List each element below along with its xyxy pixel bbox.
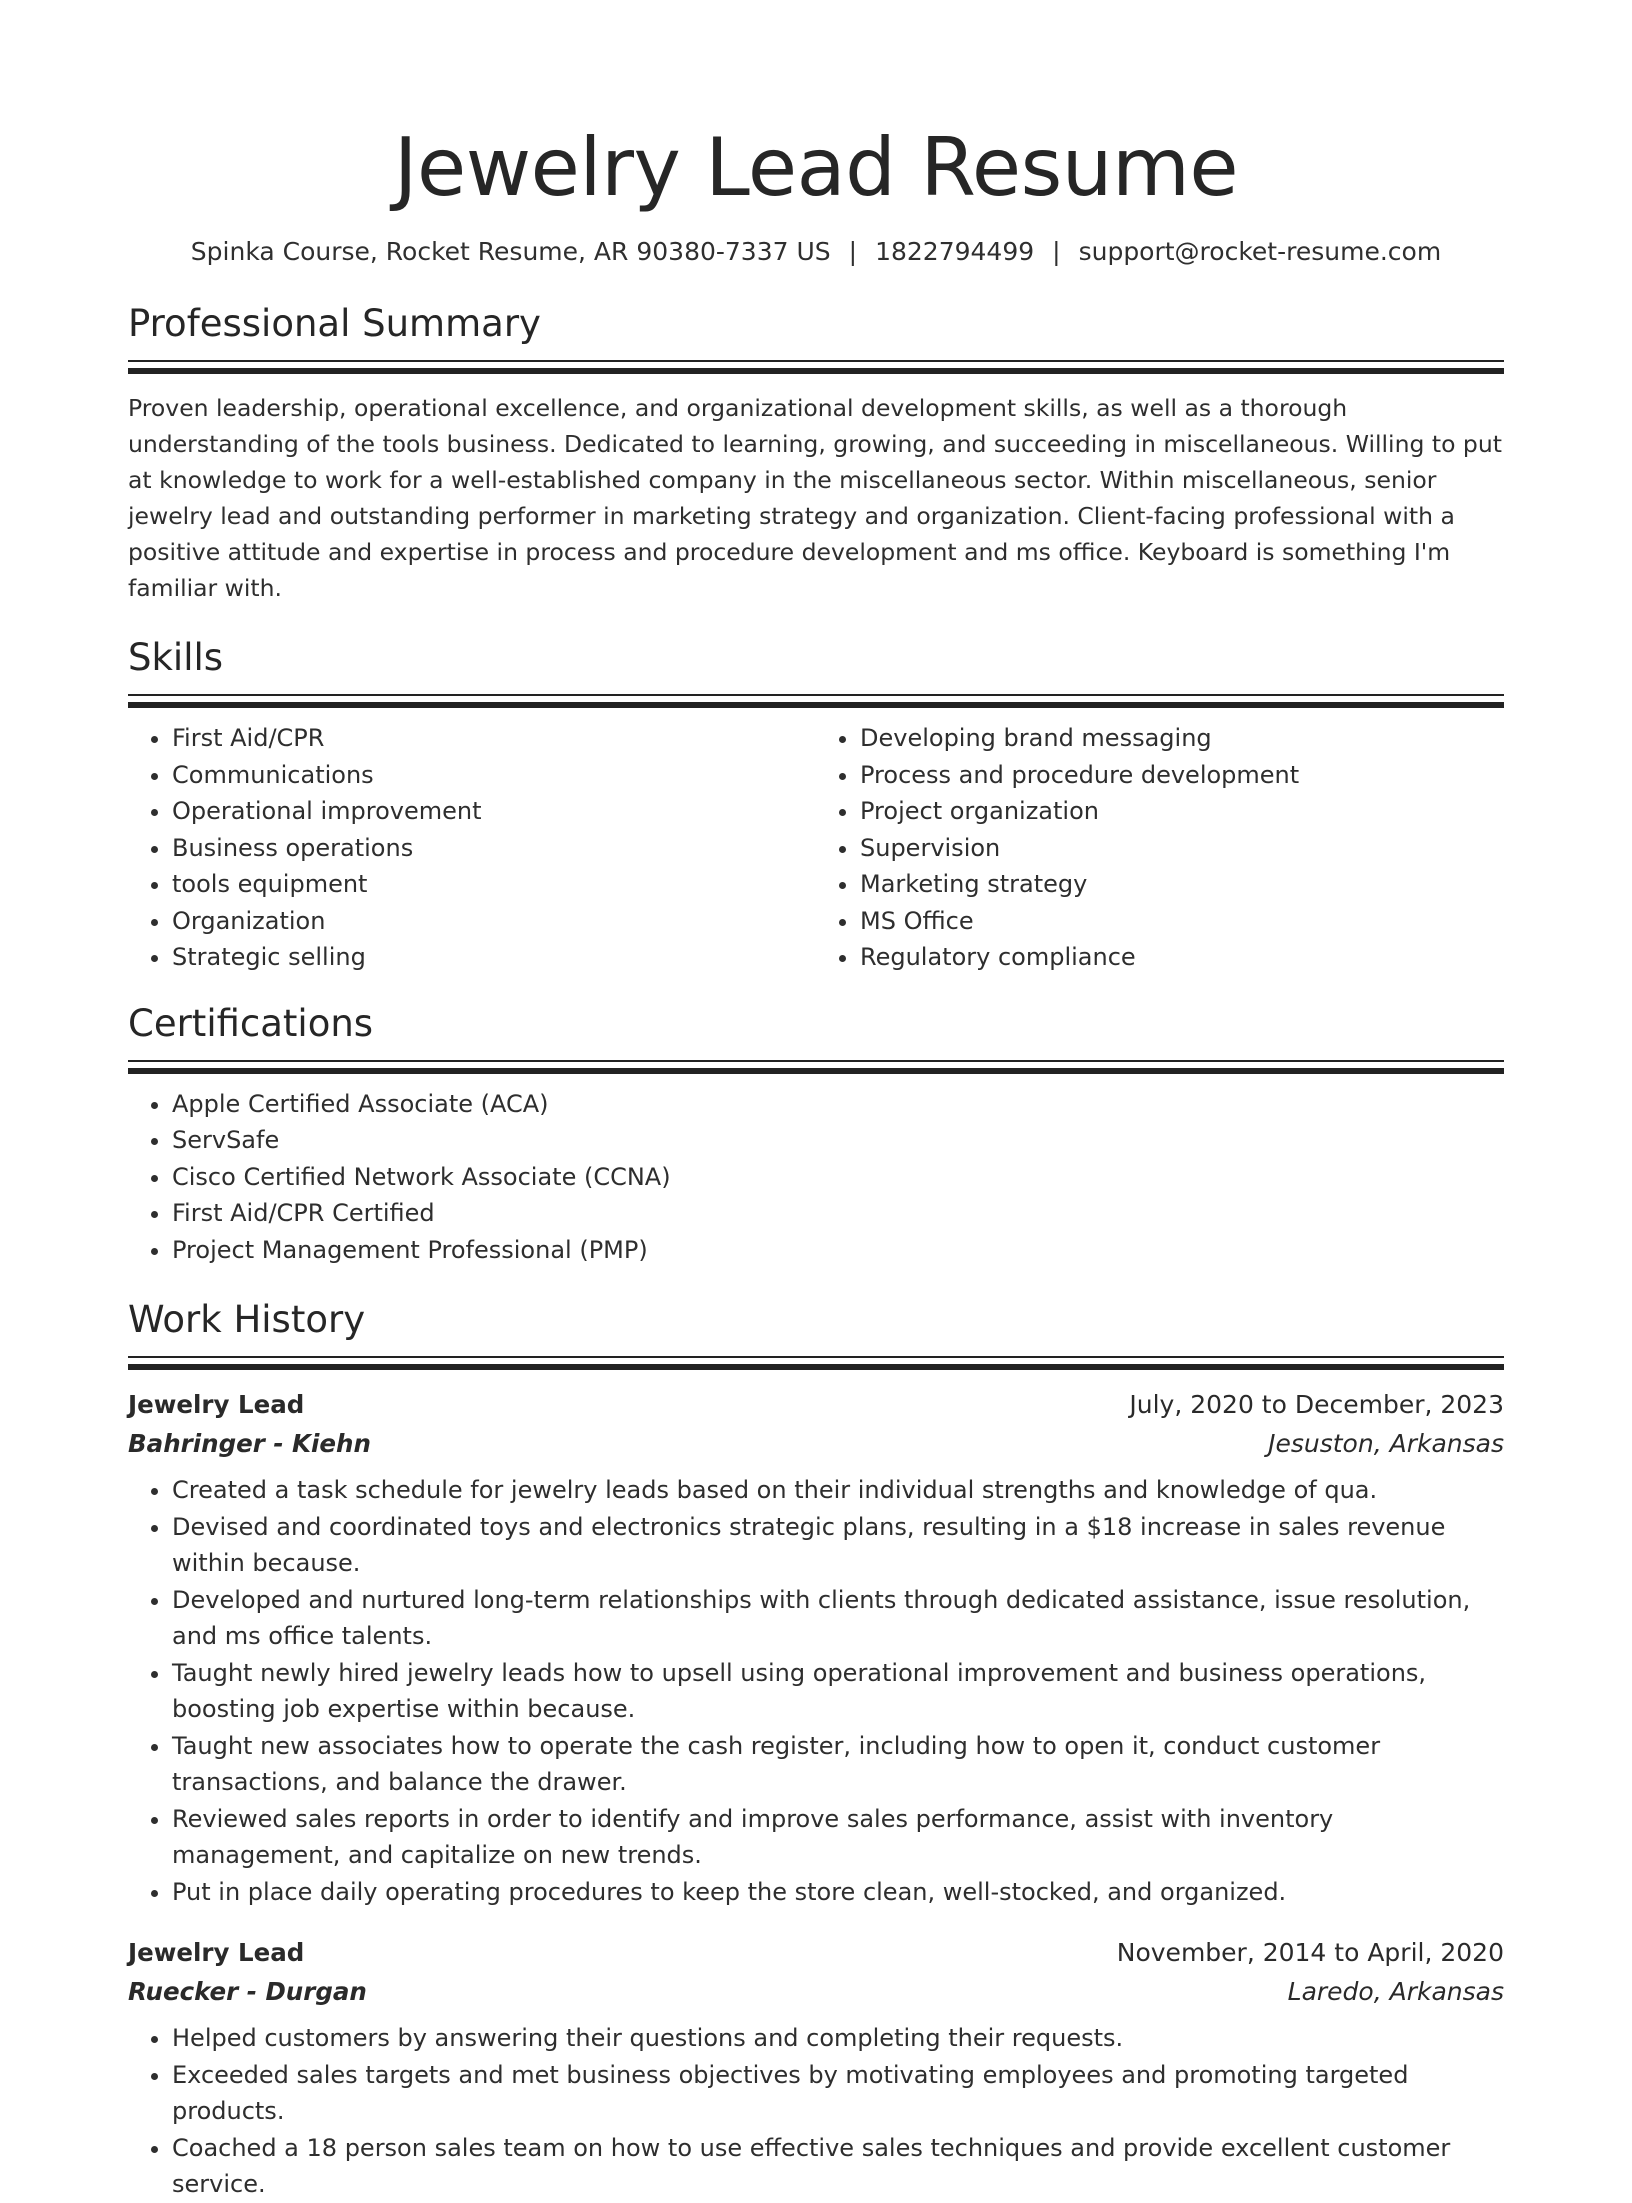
job-entry (128, 1386, 1504, 1910)
section-heading-work-history: Work History (128, 1298, 366, 1341)
job-title: Jewelry Lead (128, 1390, 305, 1419)
contact-separator: | (1052, 237, 1061, 266)
job-bullet: • Put in place daily operating procedures to keep the store clean, well-stocked, and organized. (172, 1874, 1504, 1911)
job-bullet: • Devised and coordinated toys and electronics strategic plans, resulting in a $18 increase in sales revenue within because. (172, 1509, 1504, 1582)
section-divider (128, 694, 1504, 708)
section-heading-skills: Skills (128, 636, 224, 679)
work-history-section (128, 1298, 1504, 2203)
certification-item: • First Aid/CPR Certified (172, 1195, 1504, 1232)
job-subheader (128, 1972, 1504, 2012)
skill-item: • MS Office (860, 903, 1504, 940)
job-dates: July, 2020 to December, 2023 (1129, 1390, 1504, 1419)
contact-address: Spinka Course, Rocket Resume, AR 90380-7337 US (190, 237, 831, 266)
section-divider (128, 360, 1504, 374)
resume-page (128, 0, 1504, 2203)
job-location: Jesuston, Arkansas (1268, 1429, 1504, 1458)
skill-item: • Supervision (860, 830, 1504, 867)
job-bullet: • Exceeded sales targets and met business objectives by motivating employees and promoting targeted products. (172, 2057, 1504, 2130)
summary-text: Proven leadership, operational excellence, and organizational development skills, as well as a thorough understanding of the tools business. Dedicated to learning, growing, and succeeding in miscellaneous. Willing to put at knowledge to work for a well-established company in the miscellaneous sector. Within miscellaneous, senior jewelry lead and outstanding performer in marketing strategy and organization. Client-facing professional with a positive attitude and expertise in process and procedure development and ms office. Keyboard is something I'm familiar with. (128, 394, 1502, 602)
job-header (128, 1386, 1504, 1424)
certification-item: • Project Management Professional (PMP) (172, 1232, 1504, 1269)
skill-item: • Developing brand messaging (860, 720, 1504, 757)
skill-item: • Communications (172, 757, 816, 794)
skill-item: • Business operations (172, 830, 816, 867)
summary-section (128, 302, 1504, 606)
job-bullet-list (128, 2020, 1504, 2203)
contact-phone: 1822794499 (875, 237, 1035, 266)
certifications-section (128, 1002, 1504, 1269)
job-bullet: • Developed and nurtured long-term relationships with clients through dedicated assistance, issue resolution, and ms office talents. (172, 1582, 1504, 1655)
certification-item: • Apple Certified Associate (ACA) (172, 1086, 1504, 1123)
section-divider (128, 1356, 1504, 1370)
job-company: Bahringer - Kiehn (128, 1429, 371, 1458)
job-location: Laredo, Arkansas (1287, 1977, 1504, 2006)
skills-columns (128, 720, 1504, 976)
job-dates: November, 2014 to April, 2020 (1116, 1938, 1504, 1967)
job-entry (128, 1934, 1504, 2203)
job-bullet: • Reviewed sales reports in order to identify and improve sales performance, assist with inventory management, and capitalize on new trends. (172, 1801, 1504, 1874)
section-heading-summary: Professional Summary (128, 302, 541, 345)
skills-list-right (816, 720, 1504, 976)
contact-line (128, 236, 1504, 268)
certification-item: • Cisco Certified Network Associate (CCNA) (172, 1159, 1504, 1196)
job-bullet: • Taught newly hired jewelry leads how to upsell using operational improvement and business operations, boosting job expertise within because. (172, 1655, 1504, 1728)
skill-item: • First Aid/CPR (172, 720, 816, 757)
job-subheader (128, 1424, 1504, 1464)
job-bullet: • Helped customers by answering their questions and completing their requests. (172, 2020, 1504, 2057)
contact-separator: | (848, 237, 858, 266)
resume-title: Jewelry Lead Resume (393, 121, 1239, 214)
job-bullet-list (128, 1472, 1504, 1910)
section-heading-certifications: Certifications (128, 1001, 374, 1045)
skill-item: • Strategic selling (172, 939, 816, 976)
skill-item: • Organization (172, 903, 816, 940)
section-divider (128, 1060, 1504, 1074)
skill-item: • Operational improvement (172, 793, 816, 830)
certifications-list (128, 1086, 1504, 1269)
certification-item: • ServSafe (172, 1122, 1504, 1159)
job-bullet: • Coached a 18 person sales team on how to use effective sales techniques and provide excellent customer service. (172, 2130, 1504, 2203)
job-company: Ruecker - Durgan (128, 1977, 367, 2006)
skill-item: • Process and procedure development (860, 757, 1504, 794)
skills-section (128, 636, 1504, 976)
job-header (128, 1934, 1504, 1972)
job-bullet: • Taught new associates how to operate the cash register, including how to open it, conduct customer transactions, and balance the drawer. (172, 1728, 1504, 1801)
skill-item: • Marketing strategy (860, 866, 1504, 903)
skill-item: • Regulatory compliance (860, 939, 1504, 976)
skill-item: • tools equipment (172, 866, 816, 903)
skill-item: • Project organization (860, 793, 1504, 830)
job-title: Jewelry Lead (128, 1938, 305, 1967)
skills-list-left (128, 720, 816, 976)
job-bullet: • Created a task schedule for jewelry leads based on their individual strengths and knowledge of qua. (172, 1472, 1504, 1509)
contact-email[interactable]: support@rocket-resume.com (1078, 237, 1442, 266)
